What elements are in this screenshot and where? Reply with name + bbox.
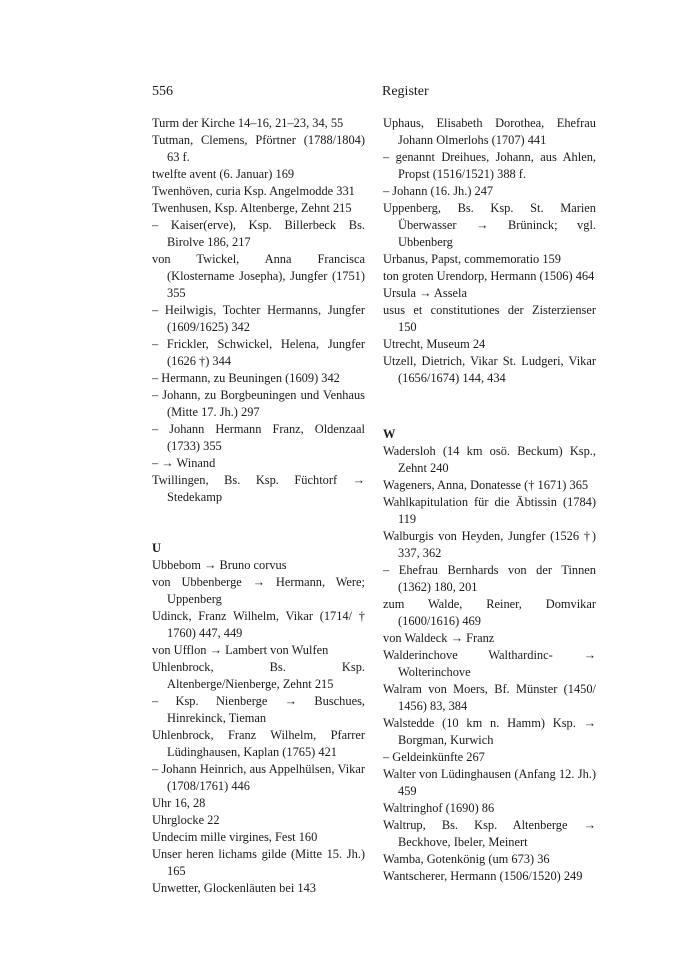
index-entry: – Johann Heinrich, aus Appelhülsen, Vikar (1708/1761) 446 (152, 762, 365, 793)
index-entry: Undecim mille virgines, Fest 160 (152, 830, 318, 844)
index-entry: Ubbebom → Bruno corvus (152, 558, 287, 572)
right-column (383, 115, 596, 885)
index-entry: ton groten Urendorp, Hermann (1506) 464 (383, 269, 595, 283)
index-entry: Uppenberg, Bs. Ksp. St. Marien Überwasser → Brüninck; vgl. Ubbenberg (383, 201, 596, 249)
index-entry: Walter von Lüdinghausen (Anfang 12. Jh.) 459 (383, 767, 596, 798)
index-entry: – Heilwigis, Tochter Hermanns, Jungfer (1609/1625) 342 (152, 303, 365, 334)
index-entry: Twenhöven, curia Ksp. Angelmodde 331 (152, 184, 355, 198)
index-entry: Uhr 16, 28 (152, 796, 206, 810)
index-entry: – Ksp. Nienberge → Buschues, Hinrekinck, Tieman (152, 694, 365, 725)
index-entry: Walstedde (10 km n. Hamm) Ksp. → Borgman, Kurwich (383, 716, 596, 747)
index-entry: – genannt Dreihues, Johann, aus Ahlen, Propst (1516/1521) 388 f. (383, 150, 596, 181)
index-entry: Urbanus, Papst, commemoratio 159 (383, 252, 561, 266)
index-entry: – Frickler, Schwickel, Helena, Jungfer (1626 †) 344 (152, 337, 365, 368)
index-entry: Wageners, Anna, Donatesse († 1671) 365 (383, 478, 589, 492)
index-entry: Walram von Moers, Bf. Münster (1450/ 1456) 83, 384 (383, 682, 596, 713)
index-entry: Ursula → Assela (383, 286, 467, 300)
index-entry: Uhlenbrock, Bs. Ksp. Altenberge/Nienberge, Zehnt 215 (152, 660, 365, 691)
index-entry: Utzell, Dietrich, Vikar St. Ludgeri, Vikar (1656/1674) 144, 434 (383, 354, 596, 385)
index-entry: Twenhusen, Ksp. Altenberge, Zehnt 215 (152, 201, 352, 215)
index-entry: – Kaiser(erve), Ksp. Billerbeck Bs. Birolve 186, 217 (152, 218, 365, 249)
index-entry: – Johann Hermann Franz, Oldenzaal (1733) 355 (152, 422, 365, 453)
index-entry: Udinck, Franz Wilhelm, Vikar (1714/ † 1760) 447, 449 (152, 609, 365, 640)
index-entry: – → Winand (152, 456, 216, 470)
index-entry: von Twickel, Anna Francisca (Klostername Josepha), Jungfer (1751) 355 (152, 252, 365, 300)
index-entry: zum Walde, Reiner, Domvikar (1600/1616) 469 (383, 597, 596, 628)
index-entry: Wantscherer, Hermann (1506/1520) 249 (383, 869, 583, 883)
index-entry: Tutman, Clemens, Pförtner (1788/1804) 63 f. (152, 133, 365, 164)
index-entry: – Geldeinkünfte 267 (383, 750, 485, 764)
index-entry: Unwetter, Glockenläuten bei 143 (152, 881, 316, 895)
index-entry: von Ubbenberge → Hermann, Were; Uppenberg (152, 575, 365, 606)
index-entry: Waltrup, Bs. Ksp. Altenberge → Beckhove, Ibeler, Meinert (383, 818, 596, 849)
index-entry: von Waldeck → Franz (383, 631, 495, 645)
index-entry: twelfte avent (6. Januar) 169 (152, 167, 295, 181)
index-entry: von Ufflon → Lambert von Wulfen (152, 643, 329, 657)
index-entry: Uphaus, Elisabeth Dorothea, Ehefrau Johann Olmerlohs (1707) 441 (383, 116, 596, 147)
index-entry: Wadersloh (14 km osö. Beckum) Ksp., Zehnt 240 (383, 444, 596, 475)
index-entry: Waltringhof (1690) 86 (383, 801, 495, 815)
index-entry: usus et constitutiones der Zisterzienser 150 (383, 303, 596, 334)
left-column (152, 115, 365, 897)
index-entry: Unser heren lichams gilde (Mitte 15. Jh.) 165 (152, 847, 365, 878)
index-entry: Uhlenbrock, Franz Wilhelm, Pfarrer Lüdinghausen, Kaplan (1765) 421 (152, 728, 365, 759)
index-entry: Uhrglocke 22 (152, 813, 220, 827)
index-entry: – Hermann, zu Beuningen (1609) 342 (152, 371, 340, 385)
section-letter-w: W (383, 427, 396, 441)
running-head: Register (382, 84, 429, 99)
index-entry: Turm der Kirche 14–16, 21–23, 34, 55 (152, 116, 344, 130)
page-number: 556 (152, 84, 173, 99)
section-letter-u: U (152, 541, 161, 555)
index-entry: Twillingen, Bs. Ksp. Füchtorf → Stedekamp (152, 473, 365, 504)
index-entry: Walburgis von Heyden, Jungfer (1526 †) 337, 362 (383, 529, 596, 560)
index-entry: Walderinchove Walthardinc- → Wolterinchove (383, 648, 596, 679)
index-entry: – Ehefrau Bernhards von der Tinnen (1362) 180, 201 (383, 563, 596, 594)
index-entry: Wamba, Gotenkönig (um 673) 36 (383, 852, 550, 866)
index-entry: Utrecht, Museum 24 (383, 337, 486, 351)
index-entry: – Johann (16. Jh.) 247 (383, 184, 494, 198)
index-entry: Wahlkapitulation für die Äbtissin (1784) 119 (383, 495, 596, 526)
index-entry: – Johann, zu Borgbeuningen und Venhaus (Mitte 17. Jh.) 297 (152, 388, 365, 419)
